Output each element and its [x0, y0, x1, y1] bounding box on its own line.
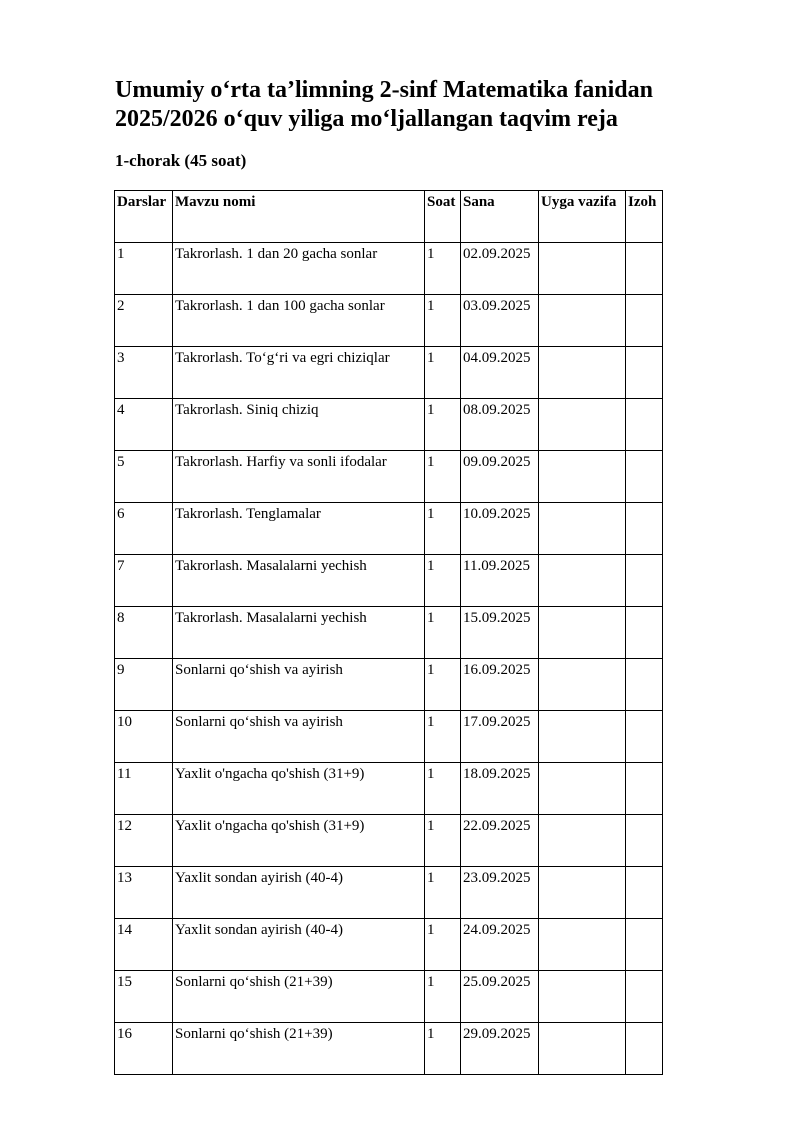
table-row	[115, 399, 663, 451]
table-row	[115, 659, 663, 711]
cell-lesson-number: 3	[115, 347, 173, 399]
cell-topic: Sonlarni qo‘shish (21+39)	[173, 1023, 425, 1075]
cell-hours: 1	[425, 1023, 461, 1075]
cell-topic: Takrorlash. Siniq chiziq	[173, 399, 425, 451]
cell-hours: 1	[425, 919, 461, 971]
cell-homework	[539, 763, 626, 815]
cell-date: 09.09.2025	[461, 451, 539, 503]
cell-note	[626, 451, 663, 503]
table-header-row	[115, 191, 663, 243]
cell-note	[626, 347, 663, 399]
cell-note	[626, 659, 663, 711]
cell-lesson-number: 16	[115, 1023, 173, 1075]
cell-date: 22.09.2025	[461, 815, 539, 867]
cell-note	[626, 295, 663, 347]
quarter-heading: 1-chorak (45 soat)	[115, 151, 247, 170]
header-sana: Sana	[461, 191, 539, 243]
cell-topic: Takrorlash. 1 dan 20 gacha sonlar	[173, 243, 425, 295]
cell-hours: 1	[425, 607, 461, 659]
cell-date: 02.09.2025	[461, 243, 539, 295]
table-row	[115, 1023, 663, 1075]
cell-note	[626, 763, 663, 815]
cell-note	[626, 971, 663, 1023]
cell-date: 16.09.2025	[461, 659, 539, 711]
cell-date: 17.09.2025	[461, 711, 539, 763]
cell-homework	[539, 503, 626, 555]
cell-topic: Yaxlit o'ngacha qo'shish (31+9)	[173, 815, 425, 867]
table-row	[115, 607, 663, 659]
cell-hours: 1	[425, 815, 461, 867]
header-izoh: Izoh	[626, 191, 663, 243]
cell-homework	[539, 347, 626, 399]
cell-lesson-number: 14	[115, 919, 173, 971]
cell-note	[626, 243, 663, 295]
table-row	[115, 867, 663, 919]
cell-homework	[539, 919, 626, 971]
cell-date: 18.09.2025	[461, 763, 539, 815]
cell-topic: Yaxlit sondan ayirish (40-4)	[173, 919, 425, 971]
cell-lesson-number: 13	[115, 867, 173, 919]
table-row	[115, 503, 663, 555]
cell-lesson-number: 4	[115, 399, 173, 451]
cell-date: 29.09.2025	[461, 1023, 539, 1075]
cell-lesson-number: 1	[115, 243, 173, 295]
cell-date: 11.09.2025	[461, 555, 539, 607]
cell-note	[626, 503, 663, 555]
cell-note	[626, 815, 663, 867]
cell-hours: 1	[425, 295, 461, 347]
document-title: Umumiy o‘rta ta’limning 2-sinf Matematika fanidan 2025/2026 o‘quv yiliga mo‘ljallangan taqvim reja	[115, 77, 653, 132]
cell-topic: Takrorlash. Tenglamalar	[173, 503, 425, 555]
cell-homework	[539, 971, 626, 1023]
schedule-table	[114, 190, 663, 1075]
cell-note	[626, 555, 663, 607]
header-uyga-vazifa: Uyga vazifa	[539, 191, 626, 243]
cell-topic: Takrorlash. 1 dan 100 gacha sonlar	[173, 295, 425, 347]
cell-homework	[539, 815, 626, 867]
cell-homework	[539, 607, 626, 659]
cell-homework	[539, 243, 626, 295]
cell-homework	[539, 555, 626, 607]
cell-topic: Sonlarni qo‘shish va ayirish	[173, 711, 425, 763]
cell-note	[626, 607, 663, 659]
cell-lesson-number: 8	[115, 607, 173, 659]
cell-date: 03.09.2025	[461, 295, 539, 347]
cell-note	[626, 919, 663, 971]
cell-homework	[539, 867, 626, 919]
cell-date: 15.09.2025	[461, 607, 539, 659]
cell-lesson-number: 10	[115, 711, 173, 763]
cell-date: 25.09.2025	[461, 971, 539, 1023]
cell-lesson-number: 11	[115, 763, 173, 815]
cell-hours: 1	[425, 659, 461, 711]
cell-topic: Takrorlash. Masalalarni yechish	[173, 555, 425, 607]
cell-topic: Takrorlash. To‘g‘ri va egri chiziqlar	[173, 347, 425, 399]
table-row	[115, 451, 663, 503]
cell-date: 24.09.2025	[461, 919, 539, 971]
header-darslar: Darslar	[115, 191, 173, 243]
cell-lesson-number: 7	[115, 555, 173, 607]
cell-lesson-number: 6	[115, 503, 173, 555]
cell-hours: 1	[425, 243, 461, 295]
cell-hours: 1	[425, 503, 461, 555]
cell-topic: Takrorlash. Harfiy va sonli ifodalar	[173, 451, 425, 503]
cell-homework	[539, 295, 626, 347]
cell-topic: Yaxlit o'ngacha qo'shish (31+9)	[173, 763, 425, 815]
table-row	[115, 347, 663, 399]
cell-homework	[539, 1023, 626, 1075]
cell-lesson-number: 15	[115, 971, 173, 1023]
cell-hours: 1	[425, 555, 461, 607]
cell-hours: 1	[425, 347, 461, 399]
cell-hours: 1	[425, 763, 461, 815]
cell-topic: Sonlarni qo‘shish (21+39)	[173, 971, 425, 1023]
table-row	[115, 971, 663, 1023]
table-row	[115, 711, 663, 763]
table-row	[115, 295, 663, 347]
cell-date: 04.09.2025	[461, 347, 539, 399]
table-row	[115, 763, 663, 815]
cell-homework	[539, 451, 626, 503]
cell-note	[626, 399, 663, 451]
cell-topic: Yaxlit sondan ayirish (40-4)	[173, 867, 425, 919]
table-row	[115, 815, 663, 867]
cell-date: 08.09.2025	[461, 399, 539, 451]
cell-note	[626, 711, 663, 763]
cell-hours: 1	[425, 451, 461, 503]
cell-note	[626, 867, 663, 919]
cell-homework	[539, 659, 626, 711]
cell-homework	[539, 711, 626, 763]
cell-hours: 1	[425, 867, 461, 919]
cell-topic: Takrorlash. Masalalarni yechish	[173, 607, 425, 659]
table-row	[115, 243, 663, 295]
cell-date: 10.09.2025	[461, 503, 539, 555]
cell-homework	[539, 399, 626, 451]
cell-hours: 1	[425, 711, 461, 763]
table-row	[115, 919, 663, 971]
table-row	[115, 555, 663, 607]
cell-hours: 1	[425, 971, 461, 1023]
cell-lesson-number: 12	[115, 815, 173, 867]
cell-hours: 1	[425, 399, 461, 451]
cell-date: 23.09.2025	[461, 867, 539, 919]
header-soat: Soat	[425, 191, 461, 243]
cell-topic: Sonlarni qo‘shish va ayirish	[173, 659, 425, 711]
cell-lesson-number: 5	[115, 451, 173, 503]
cell-note	[626, 1023, 663, 1075]
cell-lesson-number: 2	[115, 295, 173, 347]
cell-lesson-number: 9	[115, 659, 173, 711]
header-mavzu-nomi: Mavzu nomi	[173, 191, 425, 243]
